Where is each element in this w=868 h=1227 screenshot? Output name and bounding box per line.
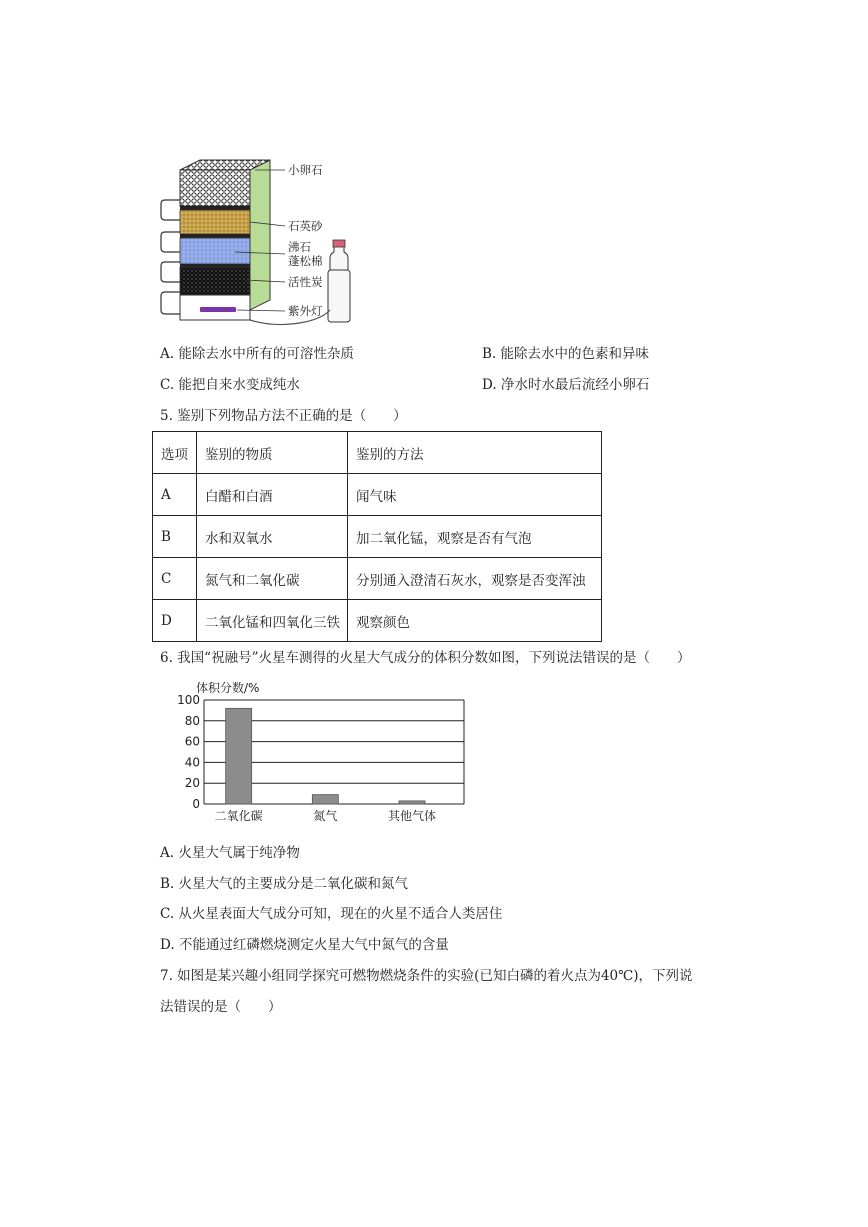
table-header-cell: 鉴别的物质	[197, 432, 348, 474]
table-cell: 观察颜色	[348, 600, 602, 642]
label-quartz-sand: 石英砂	[288, 219, 323, 233]
chart-xtick-label: 其他气体	[387, 809, 437, 823]
q7-stem-line2: 法错误的是（ ）	[160, 999, 282, 1015]
label-pebble: 小卵石	[288, 163, 323, 177]
table-header-cell: 选项	[153, 432, 197, 474]
chart-ytick-label: 60	[184, 734, 200, 749]
table-header-cell: 鉴别的方法	[348, 432, 602, 474]
mars-atmosphere-bar-chart	[170, 676, 480, 826]
table-cell: D	[153, 600, 197, 642]
q4-option-d: D. 净水时水最后流经小卵石	[482, 377, 650, 393]
chart-ytick-label: 80	[184, 713, 200, 728]
chart-ytick-label: 0	[192, 797, 200, 811]
chart-bar	[399, 801, 425, 804]
chart-xtick-label: 氮气	[313, 809, 338, 823]
chart-ytick-label: 20	[184, 776, 200, 791]
table-cell: 加二氧化锰，观察是否有气泡	[348, 516, 602, 558]
chart-ylabel: 体积分数/%	[196, 681, 260, 695]
table-cell: 分别通入澄清石灰水，观察是否变浑浊	[348, 558, 602, 600]
label-cotton: 蓬松棉	[288, 254, 323, 268]
q6-option-d: D. 不能通过红磷燃烧测定火星大气中氮气的含量	[160, 937, 449, 953]
label-uv-lamp: 紫外灯	[288, 304, 323, 318]
q4-option-a: A. 能除去水中所有的可溶性杂质	[160, 346, 354, 362]
table-row	[153, 558, 602, 600]
chart-xtick-label: 二氧化碳	[214, 809, 263, 823]
label-zeolite: 沸石	[288, 240, 311, 254]
table-row	[153, 432, 602, 474]
table-cell: C	[153, 558, 197, 600]
table-cell: 白醋和白酒	[197, 474, 348, 516]
q6-option-c: C. 从火星表面大气成分可知，现在的火星不适合人类居住	[160, 906, 503, 922]
q4-option-c: C. 能把自来水变成纯水	[160, 377, 300, 393]
table-cell: 氮气和二氧化碳	[197, 558, 348, 600]
table-cell: 闻气味	[348, 474, 602, 516]
q5-table	[152, 431, 602, 642]
table-cell: A	[153, 474, 197, 516]
table-cell: B	[153, 516, 197, 558]
q7-stem-line1: 7. 如图是某兴趣小组同学探究可燃物燃烧条件的实验(已知白磷的着火点为40℃)，下列说	[160, 968, 693, 984]
table-row	[153, 474, 602, 516]
table-row	[153, 516, 602, 558]
chart-bar	[312, 795, 338, 804]
water-filter-diagram	[155, 150, 375, 330]
q6-option-b: B. 火星大气的主要成分是二氧化碳和氮气	[160, 876, 409, 892]
table-cell: 二氧化锰和四氧化三铁	[197, 600, 348, 642]
q6-option-a: A. 火星大气属于纯净物	[160, 845, 300, 861]
label-activated-carbon: 活性炭	[288, 275, 323, 289]
q4-option-b: B. 能除去水中的色素和异味	[482, 346, 650, 362]
q6-stem: 6. 我国“祝融号”火星车测得的火星大气成分的体积分数如图，下列说法错误的是（ ）	[160, 650, 691, 666]
chart-ytick-label: 40	[184, 755, 200, 770]
chart-bar	[226, 708, 252, 804]
table-row	[153, 600, 602, 642]
chart-ytick-label: 100	[177, 693, 200, 707]
table-cell: 水和双氧水	[197, 516, 348, 558]
q5-stem: 5. 鉴别下列物品方法不正确的是（ ）	[160, 408, 407, 424]
